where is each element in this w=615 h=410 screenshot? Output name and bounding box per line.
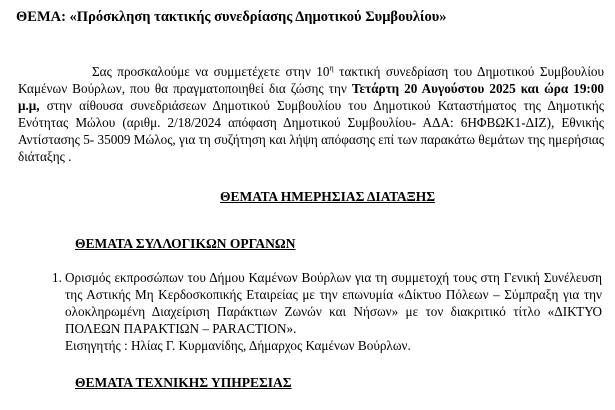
agenda-item-number: 1. <box>52 270 62 285</box>
section-heading-collective-bodies: ΘΕΜΑΤΑ ΣΥΛΛΟΓΙΚΩΝ ΟΡΓΑΝΩΝ <box>75 236 296 251</box>
intro-paragraph <box>18 63 604 165</box>
meeting-date-time: Τετάρτη 20 Αυγούστου 2025 και ώρα 19:00 μ.μ, <box>18 81 605 113</box>
intro-text-middle: τακτική συνεδρίαση του Δημοτικού Συμβουλίου Καμένων Βούρλων, που θα πραγματοποιηθεί δια ζώσης την <box>18 64 604 96</box>
ordinal-superscript: η <box>329 63 334 73</box>
agenda-item-rapporteur: Εισηγητής : Ηλίας Γ. Κυρμανίδης, Δήμαρχος Καμένων Βούρλων. <box>65 338 411 353</box>
section-heading-technical-service: ΘΕΜΑΤΑ ΤΕΧΝΙΚΗΣ ΥΠΗΡΕΣΙΑΣ <box>75 375 292 390</box>
intro-text-start: Σας προσκαλούμε να συμμετέχετε στην 10 <box>92 64 330 79</box>
agenda-item <box>52 269 602 354</box>
agenda-heading: ΘΕΜΑΤΑ ΗΜΕΡΗΣΙΑΣ ΔΙΑΤΑΞΗΣ <box>220 189 436 204</box>
intro-text-end: στην αίθουσα συνεδριάσεων Δημοτικού Συμβουλίου του Δημοτικού Καταστήματος της Δημοτικής Ενότητας Μώλου (αριθμ. 2/18/2024 απόφαση Δημοτικού Συμβουλίου- ΑΔΑ: 6ΗΦΒΩΚ1-ΔΙΖ), Εθνικής Αντίστασης 5- 35009 Μώλος, για τη συζήτηση και λήψη απόφασης επί των παρακάτω θεμάτων της ημερήσιας διάταξης . <box>18 98 604 164</box>
subject-line: ΘΕΜΑ: «Πρόσκληση τακτικής συνεδρίασης Δημοτικού Συμβουλίου» <box>16 9 447 25</box>
agenda-item-text: Ορισμός εκπροσώπων του Δήμου Καμένων Βούρλων για τη συμμετοχή τους στη Γενική Συνέλευση της Αστικής Μη Κερδοσκοπικής Εταιρείας με την επωνυμία «Δίκτυο Πόλεων – Σύμπραξη για την ολοκληρωμένη Διαχείριση Παράκτιων Ζωνών και Νήσων» με τον διακριτικό τίτλο «ΔΙΚΤΥΟ ΠΟΛΕΩΝ ΠΑΡΑΚΤΙΩΝ – PARACTION». <box>65 270 602 336</box>
